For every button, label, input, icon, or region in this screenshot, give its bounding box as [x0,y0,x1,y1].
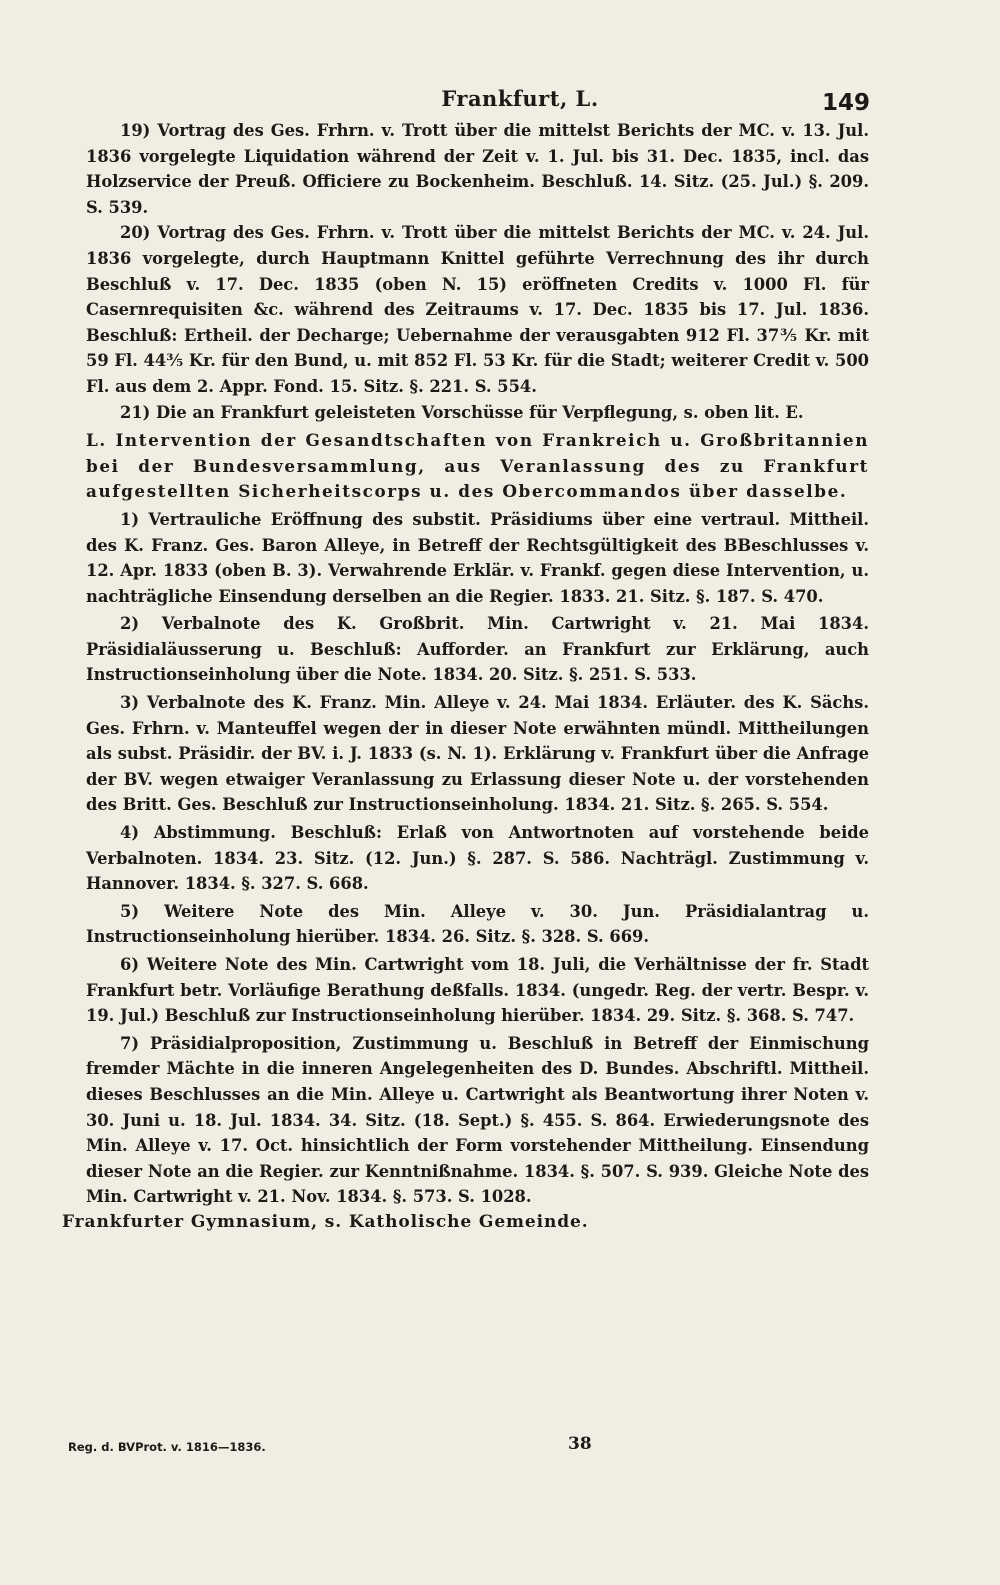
section-item: 1) Vertrauliche Eröffnung des substit. Präsidiums über eine vertraul. Mittheil. des K. Franz. Ges. Baron Alleye, in Betreff der Rechtsgültigkeit des BBeschlusses v. 12. Apr. 1833 (oben B. 3). Verwahrende Erklär. v. Frankf. gegen diese Intervention, u. nachträgliche Einsendung derselben an die Regier. 1833. 21. Sitz. §. 187. S. 470. [86,509,869,606]
section-item: 2) Verbalnote des K. Großbrit. Min. Cartwright v. 21. Mai 1834. Präsidialäusserung u. Beschluß: Aufforder. an Frankfurt zur Erklärung, auch Instructionseinholung über die Note. 1834. 20. Sitz. §. 251. S. 533. [86,614,869,685]
page-number: 149 [821,90,870,116]
cross-reference-line: Frankfurter Gymnasium, s. Katholische Gemeinde. [62,1211,589,1232]
section-item: 5) Weitere Note des Min. Alleye v. 30. Jun. Präsidialantrag u. Instructionseinholung hierüber. 1834. 26. Sitz. §. 328. S. 669. [86,901,869,947]
section-item: 6) Weitere Note des Min. Cartwright vom 18. Juli, die Verhältnisse der fr. Stadt Frankfurt betr. Vorläufige Berathung deßfalls. 1834. (ungedr. Reg. der vertr. Bespr. v. 19. Jul.) Beschluß zur Instructionseinholung hierüber. 1834. 29. Sitz. §. 368. S. 747. [86,955,869,1026]
section-item: 7) Präsidialproposition, Zustimmung u. Beschluß in Betreff der Einmischung fremder Mächte in die inneren Angelegenheiten des D. Bundes. Abschriftl. Mittheil. dieses Beschlusses an die Min. Alleye u. Cartwright als Beantwortung ihrer Noten v. 30. Juni u. 18. Jul. 1834. 34. Sitz. (18. Sept.) §. 455. S. 864. Erwiederungsnote des Min. Alleye v. 17. Oct. hinsichtlich der Form vorstehender Mittheilung. Einsendung dieser Note an die Regier. zur Kenntnißnahme. 1834. §. 507. S. 939. Gleiche Note des Min. Cartwright v. 21. Nov. 1834. §. 573. S. 1028. [86,1033,869,1207]
footer-signature: Reg. d. BVProt. v. 1816—1836. [68,1440,266,1454]
section-heading: L. Intervention der Gesandtschaften von Frankreich u. Großbritannien bei der Bundesversammlung, aus Veranlassung des zu Frankfurt aufgestellten Sicherheitscorps u. des Obercommandos über dasselbe. [86,430,869,502]
paragraph: 19) Vortrag des Ges. Frhrn. v. Trott über die mittelst Berichts der MC. v. 13. Jul. 1836 vorgelegte Liquidation während der Zeit v. 1. Jul. bis 31. Dec. 1835, incl. das Holzservice der Preuß. Officiere zu Bockenheim. Beschluß. 14. Sitz. (25. Jul.) §. 209. S. 539. [86,121,869,217]
page-body [62,118,869,1236]
paragraph: 20) Vortrag des Ges. Frhrn. v. Trott über die mittelst Berichts der MC. v. 24. Jul. 1836 vorgelegte, durch Hauptmann Knittel geführte Verrechnung des ihr durch Beschluß v. 17. Dec. 1835 (oben N. 15) eröffneten Credits v. 1000 Fl. für Casernrequisiten &c. während des Zeitraums v. 17. Dec. 1835 bis 17. Jul. 1836. Beschluß: Ertheil. der Decharge; Uebernahme der verausgabten 912 Fl. 37⅗ Kr. mit 59 Fl. 44⅗ Kr. für den Bund, u. mit 852 Fl. 53 Kr. für die Stadt; weiterer Credit v. 500 Fl. aus dem 2. Appr. Fond. 15. Sitz. §. 221. S. 554. [86,223,869,396]
section-item: 3) Verbalnote des K. Franz. Min. Alleye v. 24. Mai 1834. Erläuter. des K. Sächs. Ges. Frhrn. v. Manteuffel wegen der in dieser Note erwähnten mündl. Mittheilungen als subst. Präsidir. der BV. i. J. 1833 (s. N. 1). Erklärung v. Frankfurt über die Anfrage der BV. wegen etwaiger Veranlassung zu Erlassung dieser Note u. der vorstehenden des Britt. Ges. Beschluß zur Instructionseinholung. 1834. 21. Sitz. §. 265. S. 554. [86,693,869,815]
paragraph: 21) Die an Frankfurt geleisteten Vorschüsse für Verpflegung, s. oben lit. E. [120,402,804,422]
section-item: 4) Abstimmung. Beschluß: Erlaß von Antwortnoten auf vorstehende beide Verbalnoten. 1834. 23. Sitz. (12. Jun.) §. 287. S. 586. Nachträgl. Zustimmung v. Hannover. 1834. §. 327. S. 668. [86,823,869,894]
sheet-number: 38 [568,1434,592,1454]
running-title: Frankfurt, L. [441,86,599,111]
page-footer [68,1434,868,1458]
